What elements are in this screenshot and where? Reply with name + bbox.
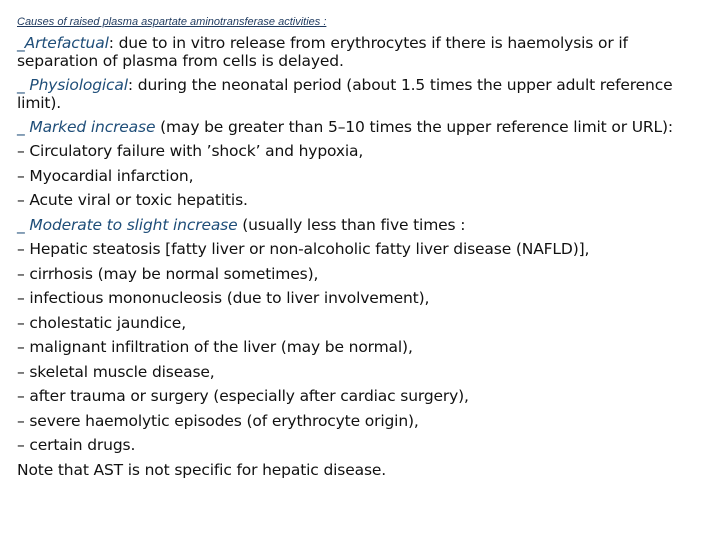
artefactual-term: Artefactual	[24, 34, 109, 52]
slide-content	[17, 14, 707, 485]
physiological-term: Physiological	[29, 76, 128, 94]
list-item: – infectious mononucleosis (due to liver involvement),	[17, 289, 430, 307]
list-item: – Hepatic steatosis [fatty liver or non-alcoholic fatty liver disease (NAFLD)],	[17, 240, 590, 258]
marked-increase-marker: _	[17, 118, 30, 136]
list-item: – severe haemolytic episodes (of erythrocyte origin),	[17, 411, 419, 430]
list-item: – after trauma or surgery (especially after cardiac surgery),	[17, 387, 469, 405]
list-item: – Circulatory failure with ’shock’ and hypoxia,	[17, 142, 364, 160]
physiological-marker: _	[17, 76, 30, 94]
physiological-text: : during the neonatal period (about 1.5 times the upper adult reference limit).	[17, 76, 673, 112]
closing-note: Note that AST is not specific for hepatic disease.	[17, 460, 387, 479]
moderate-increase-text: (usually less than five times :	[237, 215, 466, 234]
artefactual-paragraph	[17, 34, 707, 70]
marked-increase-text: (may be greater than 5–10 times the upper reference limit or URL):	[155, 118, 673, 136]
artefactual-text: : due to in vitro release from erythrocytes if there is haemolysis or if separation of plasma from cells is delayed.	[17, 34, 628, 70]
moderate-increase-term: Moderate to slight increase	[29, 215, 238, 234]
moderate-increase-marker: _	[17, 215, 30, 234]
list-item: – malignant infiltration of the liver (may be normal),	[17, 338, 413, 356]
list-item: – cholestatic jaundice,	[17, 313, 186, 332]
slide-heading: Causes of raised plasma aspartate aminotransferase activities :	[17, 16, 327, 28]
artefactual-marker: _	[17, 34, 25, 52]
list-item: – skeletal muscle disease,	[17, 362, 215, 381]
list-item: – certain drugs.	[17, 436, 136, 454]
list-item: – cirrhosis (may be normal sometimes),	[17, 264, 319, 283]
marked-increase-term: Marked increase	[29, 118, 156, 136]
list-item: – Myocardial infarction,	[17, 166, 194, 185]
list-item: – Acute viral or toxic hepatitis.	[17, 191, 248, 209]
marked-increase-paragraph	[17, 118, 707, 136]
physiological-paragraph	[17, 76, 707, 112]
moderate-increase-paragraph	[17, 216, 707, 234]
